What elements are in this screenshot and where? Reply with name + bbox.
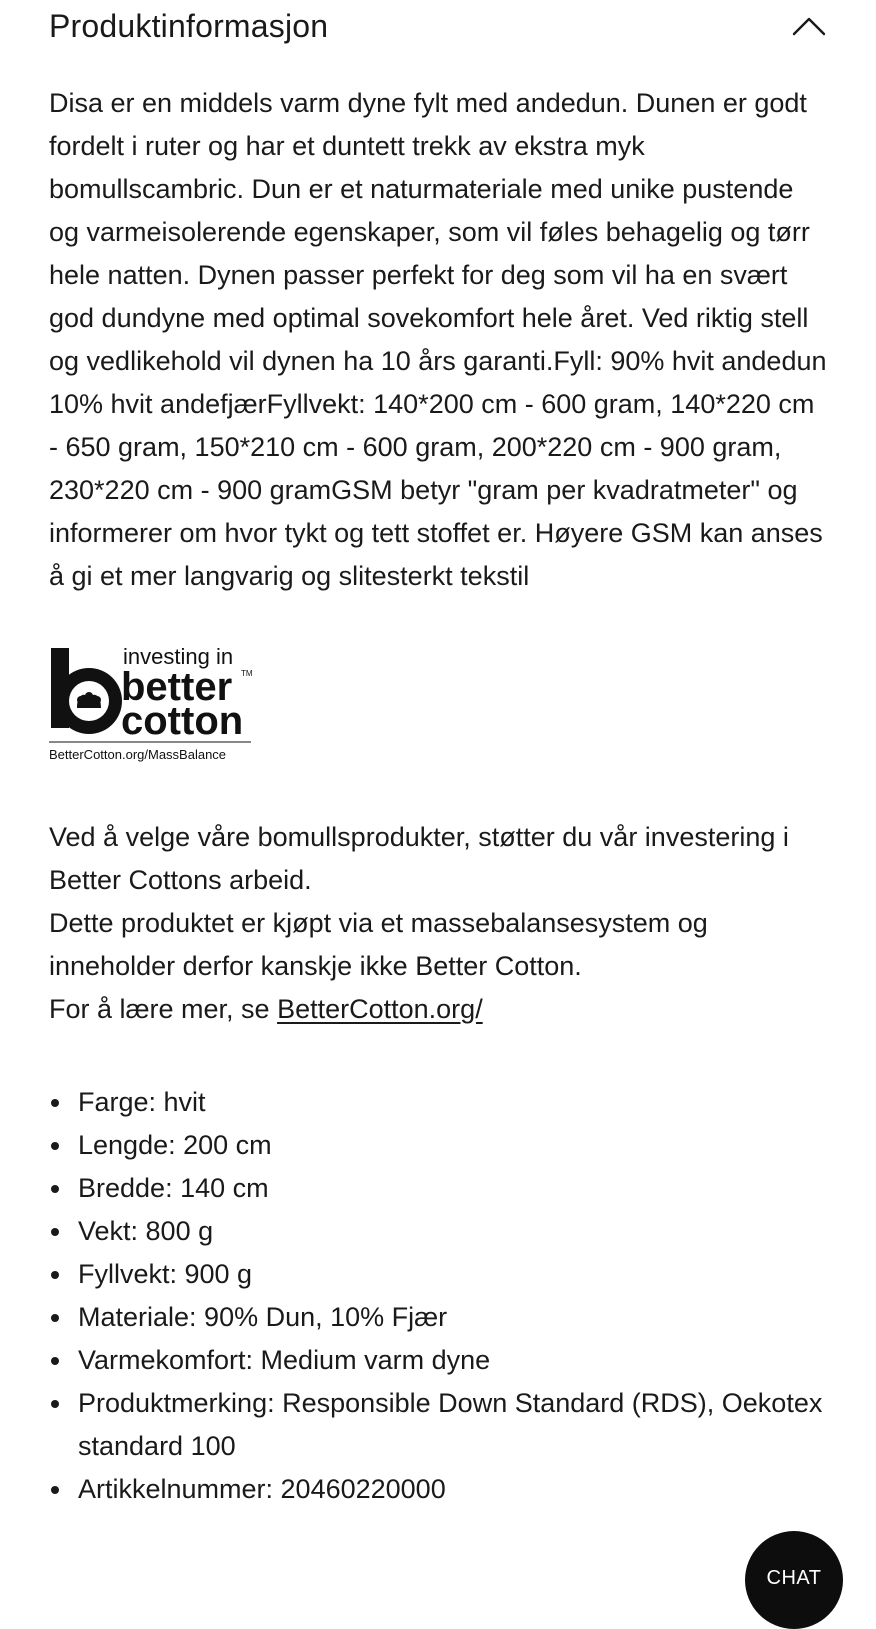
chevron-up-icon[interactable]	[791, 14, 827, 38]
product-info-header[interactable]	[49, 0, 827, 52]
spec-item-width: Bredde: 140 cm	[49, 1167, 827, 1210]
logo-line3: cotton	[121, 699, 244, 743]
product-description: Disa er en middels varm dyne fylt med andedun. Dunen er godt fordelt i ruter og har et duntett trekk av ekstra myk bomullscambric. Dun er et naturmateriale med unike pustende og varmeisolerende egenskaper, som vil føles behagelig og tørr hele natten. Dynen passer perfekt for deg som vil ha en svært god dundyne med optimal sovekomfort hele året. Ved riktig stell og vedlikehold vil dynen ha 10 års garanti.Fyll: 90% hvit andedun 10% hvit andefjærFyllvekt: 140*200 cm - 600 gram, 140*220 cm - 650 gram, 150*210 cm - 600 gram, 200*220 cm - 900 gram, 230*220 cm - 900 gramGSM betyr "gram per kvadratmeter" og informerer om hvor tykt og tett stoffet er. Høyere GSM kan anses å gi et mer langvarig og slitesterkt tekstil	[49, 88, 827, 591]
section-title: Produktinformasjon	[49, 7, 329, 44]
spec-item-article-number: Artikkelnummer: 20460220000	[49, 1468, 827, 1511]
better-cotton-line3	[49, 988, 827, 1031]
product-info-content	[49, 82, 827, 1538]
chat-button[interactable]: CHAT	[745, 1531, 843, 1629]
spec-item-fill-weight: Fyllvekt: 900 g	[49, 1253, 827, 1296]
better-cotton-line3-prefix: For å lære mer, se	[49, 994, 278, 1024]
logo-line2: better	[121, 665, 233, 709]
logo-url: BetterCotton.org/MassBalance	[49, 747, 227, 762]
better-cotton-link[interactable]: BetterCotton.org/	[277, 994, 483, 1024]
logo-tm: TM	[241, 669, 253, 678]
spec-item-weight: Vekt: 800 g	[49, 1210, 827, 1253]
spec-item-length: Lengde: 200 cm	[49, 1124, 827, 1167]
better-cotton-line2: Dette produktet er kjøpt via et massebalansesystem og inneholder derfor kanskje ikke Better Cotton.	[49, 908, 708, 981]
spec-item-material: Materiale: 90% Dun, 10% Fjær	[49, 1296, 827, 1339]
better-cotton-line1: Ved å velge våre bomullsprodukter, støtter du vår investering i Better Cottons arbeid.	[49, 822, 789, 895]
spec-item-labeling: Produktmerking: Responsible Down Standard (RDS), Oekotex standard 100	[49, 1382, 827, 1468]
better-cotton-text	[49, 816, 827, 1031]
logo-line1: investing in	[123, 644, 234, 669]
better-cotton-logo	[49, 638, 259, 768]
spec-item-warmth: Varmekomfort: Medium varm dyne	[49, 1339, 827, 1382]
spec-list	[49, 1081, 827, 1511]
spec-item-color: Farge: hvit	[49, 1081, 827, 1124]
